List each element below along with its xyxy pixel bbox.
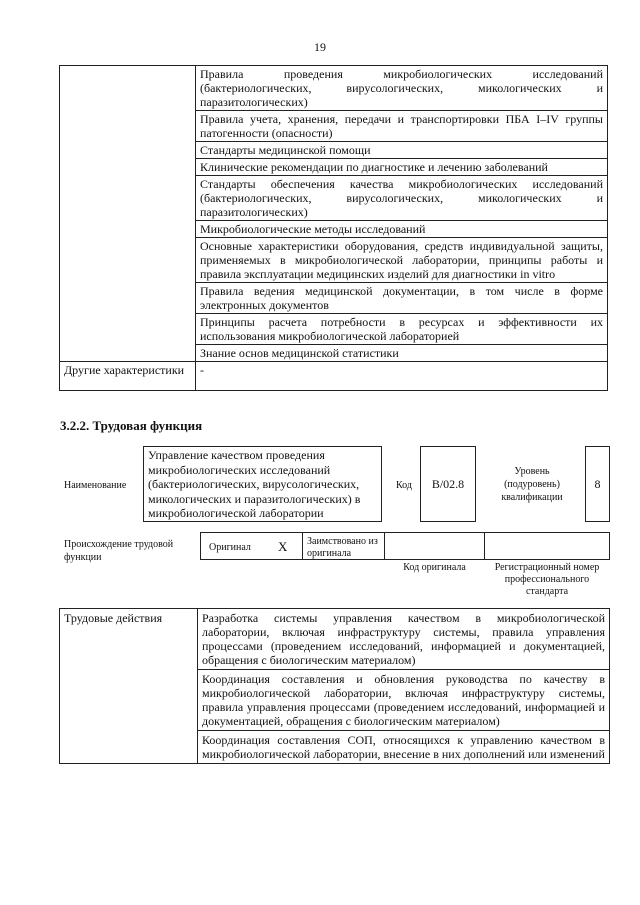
other-characteristics-value: -	[196, 362, 608, 391]
knowledge-item: Стандарты обеспечения качества микробиологических исследований (бактериологических, вирусологических, микологических и паразитологических)	[196, 176, 608, 221]
knowledge-item: Знание основ медицинской статистики	[196, 345, 608, 362]
knowledge-item: Клинические рекомендации по диагностике и лечению заболеваний	[196, 159, 608, 176]
knowledge-item: Правила проведения микробиологических исследований (бактериологических, вирусологических, микологических и паразитологических)	[196, 66, 608, 111]
code-label: Код	[396, 480, 412, 491]
level-value: 8	[594, 477, 601, 491]
code-box	[420, 446, 476, 522]
other-characteristics-label: Другие характеристики	[60, 362, 196, 391]
function-name-box	[143, 446, 382, 522]
original-box	[200, 532, 303, 560]
borrowed-box	[302, 532, 385, 560]
section-heading: 3.2.2. Трудовая функция	[60, 418, 203, 433]
name-label: Наименование	[64, 480, 127, 491]
original-label: Оригинал	[209, 542, 251, 553]
knowledge-item: Правила учета, хранения, передачи и транспортировки ПБА I–IV группы патогенности (опасности)	[196, 111, 608, 142]
function-name: Управление качеством проведения микробиологических исследований (бактериологических, вирусологических, микологических и паразитологических) в микробиологической лаборатории	[148, 448, 361, 520]
code-value: В/02.8	[431, 477, 465, 491]
knowledge-item: Основные характеристики оборудования, средств индивидуальной защиты, применяемых в микробиологической лаборатории, принципы работы и правила эксплуатации медицинских изделий для диагностики in vitro	[196, 238, 608, 283]
labor-actions-table	[59, 608, 610, 764]
empty-label-cell	[60, 66, 196, 362]
knowledge-item: Микробиологические методы исследований	[196, 221, 608, 238]
table-row	[60, 66, 608, 111]
table-row	[60, 609, 610, 670]
knowledge-item: Правила ведения медицинской документации, в том числе в форме электронных документов	[196, 283, 608, 314]
page-number: 19	[314, 40, 326, 54]
labor-action-item: Разработка системы управления качеством в микробиологической лаборатории, включая инфраструктуру системы, правила управления процессами (проведением исследований, информацией и документацией, обращения с биологическим материалом)	[198, 609, 610, 670]
original-code-caption: Код оригинала	[403, 562, 466, 573]
knowledge-item: Принципы расчета потребности в ресурсах и эффективности их использования микробиологической лабораторией	[196, 314, 608, 345]
level-label: Уровень (подуровень) квалификации	[501, 466, 563, 503]
origin-label: Происхождение трудовой функции	[64, 539, 174, 563]
original-mark: X	[278, 539, 288, 554]
reg-number-caption: Регистрационный номер профессионального стандарта	[494, 562, 600, 597]
level-box	[585, 446, 610, 522]
labor-action-item: Координация составления и обновления руководства по качеству в микробиологической лаборатории, включая инфраструктуру системы, правила управления процессами (проведением исследований, информацией и документацией, обращения с биологическим материалом)	[198, 670, 610, 731]
table-row	[60, 362, 608, 391]
reg-number-box	[484, 532, 610, 560]
borrowed-label: Заимствовано из оригинала	[307, 536, 378, 559]
original-code-box	[384, 532, 485, 560]
labor-action-item: Координация составления СОП, относящихся к управлению качеством в микробиологической лаборатории, внесение в них дополнений или изменений	[198, 731, 610, 764]
knowledge-table	[59, 65, 608, 391]
labor-actions-label: Трудовые действия	[60, 609, 198, 764]
knowledge-item: Стандарты медицинской помощи	[196, 142, 608, 159]
